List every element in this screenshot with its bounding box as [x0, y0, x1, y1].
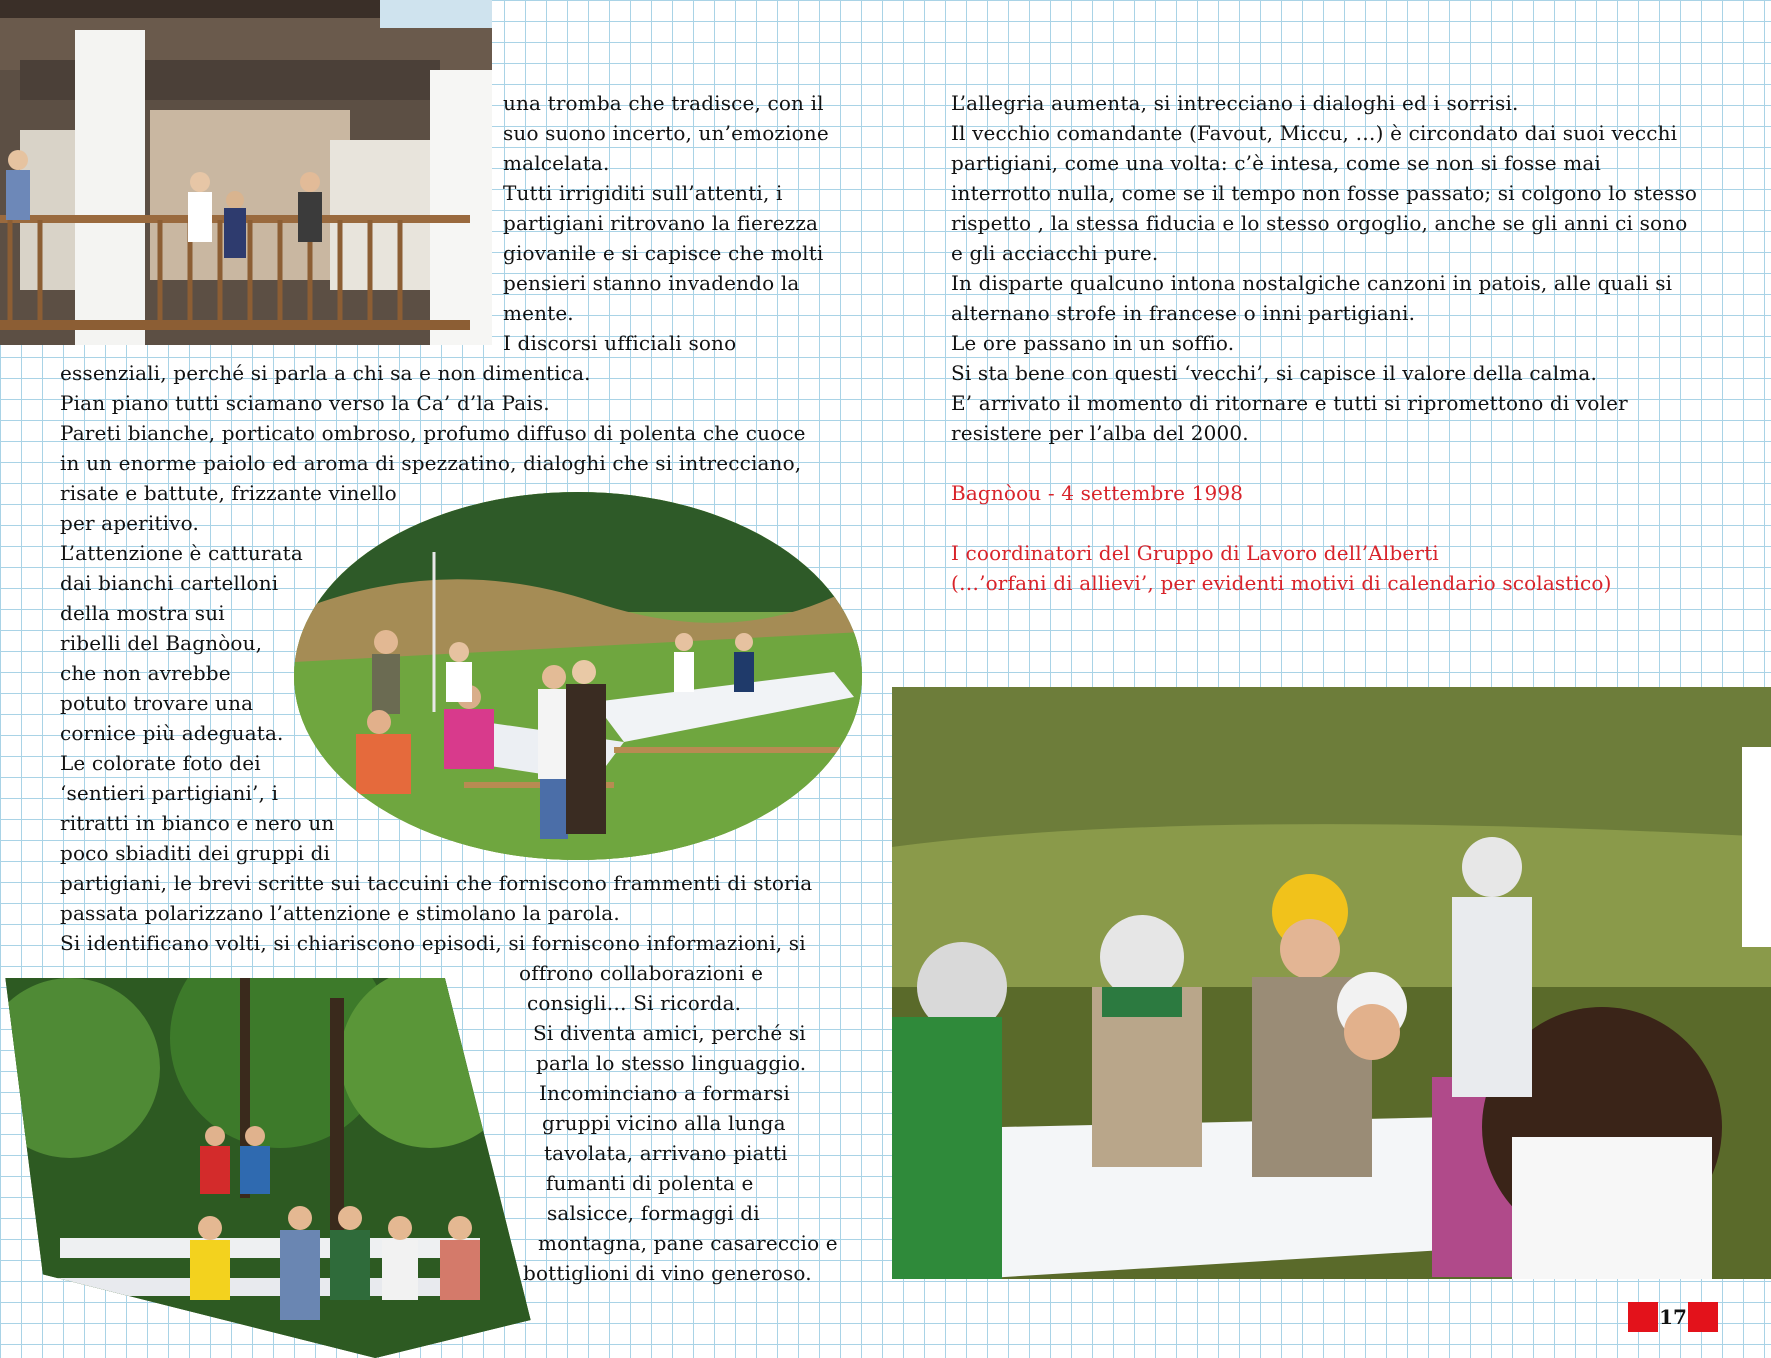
left-bottom-line-11: bottiglioni di vino generoso. — [523, 1261, 812, 1285]
right-body-line-5: rispetto , la stessa fiducia e lo stesso orgoglio, anche se gli anni ci sono — [951, 211, 1688, 235]
left-bottom-line-4: parla lo stesso linguaggio. — [536, 1051, 807, 1075]
left-bottom-line-8: fumanti di polenta e — [546, 1171, 754, 1195]
left-narrow-line-4: ribelli del Bagnòou, — [60, 631, 263, 655]
right-body-line-2: Il vecchio comandante (Favout, Miccu, …) è circondato dai suoi vecchi — [951, 121, 1678, 145]
right-body-line-3: partigiani, come una volta: c’è intesa, come se non si fosse mai — [951, 151, 1601, 175]
right-body-line-10: Si sta bene con questi ‘vecchi’, si capisce il valore della calma. — [951, 361, 1597, 385]
left-top-line-4: Tutti irrigiditi sull’attenti, i — [503, 181, 783, 205]
left-narrow-line-3: della mostra sui — [60, 601, 225, 625]
right-body-line-6: e gli acciacchi pure. — [951, 241, 1159, 265]
left-narrow-line-1: L’attenzione è catturata — [60, 541, 303, 565]
left-wide2-line-2: passata polarizzano l’attenzione e stimolano la parola. — [60, 901, 620, 925]
photo-trees-tables-art — [0, 978, 536, 1358]
left-wide1-line-4: in un enorme paiolo ed aroma di spezzatino, dialoghi che si intrecciano, — [60, 451, 802, 475]
left-wide1-line-2: Pian piano tutti sciamano verso la Ca’ d’la Pais. — [60, 391, 550, 415]
page-number: 17 — [1659, 1305, 1687, 1329]
left-bottom-line-7: tavolata, arrivano piatti — [544, 1141, 788, 1165]
left-bottom-line-2: consigli… Si ricorda. — [527, 991, 742, 1015]
left-top-line-6: giovanile e si capisce che molti — [503, 241, 824, 265]
left-narrow-line-11: poco sbiaditi dei gruppi di — [60, 841, 331, 865]
page-number-box — [1628, 1302, 1718, 1332]
left-top-line-2: suo suono incerto, un’emozione — [503, 121, 829, 145]
left-bottom-line-3: Si diventa amici, perché si — [533, 1021, 806, 1045]
right-body-line-1: L’allegria aumenta, si intrecciano i dialoghi ed i sorrisi. — [951, 91, 1519, 115]
left-narrow-line-9: ‘sentieri partigiani’, i — [60, 781, 279, 805]
left-top-line-3: malcelata. — [503, 151, 610, 175]
left-narrow-line-2: dai bianchi cartelloni — [60, 571, 279, 595]
right-body-line-12: resistere per l’alba del 2000. — [951, 421, 1249, 445]
right-body-line-4: interrotto nulla, come se il tempo non fosse passato; si colgono lo stesso — [951, 181, 1698, 205]
left-wide1-line-3: Pareti bianche, porticato ombroso, profumo diffuso di polenta che cuoce — [60, 421, 806, 445]
left-narrow-line-10: ritratti in bianco e nero un — [60, 811, 335, 835]
right-body-line-11: E’ arrivato il momento di ritornare e tutti si ripromettono di voler — [951, 391, 1628, 415]
left-bottom-line-6: gruppi vicino alla lunga — [542, 1111, 786, 1135]
left-narrow-line-7: cornice più adeguata. — [60, 721, 284, 745]
right-body-line-8: alternano strofe in francese o inni partigiani. — [951, 301, 1416, 325]
dateline: Bagnòou - 4 settembre 1998 — [951, 481, 1244, 505]
left-bottom-line-5: Incominciano a formarsi — [539, 1081, 790, 1105]
left-wide1-line-1: essenziali, perché si parla a chi sa e non dimentica. — [60, 361, 591, 385]
left-narrow-line-6: potuto trovare una — [60, 691, 254, 715]
left-narrow-line-8: Le colorate foto dei — [60, 751, 261, 775]
left-bottom-line-1: offrono collaborazioni e — [519, 961, 764, 985]
left-bottom-line-9: salsicce, formaggi di — [547, 1201, 760, 1225]
photo-meadow-tables — [294, 492, 862, 860]
left-top-line-8: mente. — [503, 301, 574, 325]
page-number-right-square — [1688, 1302, 1718, 1332]
page-number-left-square — [1628, 1302, 1658, 1332]
left-top-line-1: una tromba che tradisce, con il — [503, 91, 824, 115]
left-bottom-line-10: montagna, pane casareccio e — [538, 1231, 838, 1255]
left-wide1-line-6: per aperitivo. — [60, 511, 199, 535]
right-body-line-9: Le ore passano in un soffio. — [951, 331, 1235, 355]
left-wide2-line-1: partigiani, le brevi scritte sui taccuini che forniscono frammenti di storia — [60, 871, 813, 895]
photo-porch-exhibit — [0, 0, 492, 345]
signature-line-1: I coordinatori del Gruppo di Lavoro dell’Alberti — [951, 541, 1439, 565]
left-wide2-line-3: Si identificano volti, si chiariscono episodi, si forniscono informazioni, si — [60, 931, 806, 955]
photo-group-closeup-art — [892, 687, 1771, 1279]
photo-group-closeup — [892, 687, 1771, 1279]
left-top-line-7: pensieri stanno invadendo la — [503, 271, 800, 295]
signature-line-2: (…’orfani di allievi’, per evidenti motivi di calendario scolastico) — [951, 571, 1612, 595]
photo-meadow-tables-art — [294, 492, 862, 860]
left-narrow-line-5: che non avrebbe — [60, 661, 231, 685]
left-wide1-line-5: risate e battute, frizzante vinello — [60, 481, 397, 505]
photo-trees-tables — [0, 978, 536, 1358]
photo-porch-exhibit-art — [0, 0, 492, 345]
right-body-line-7: In disparte qualcuno intona nostalgiche canzoni in patois, alle quali si — [951, 271, 1673, 295]
left-top-line-5: partigiani ritrovano la fierezza — [503, 211, 819, 235]
left-top-line-9: I discorsi ufficiali sono — [503, 331, 737, 355]
